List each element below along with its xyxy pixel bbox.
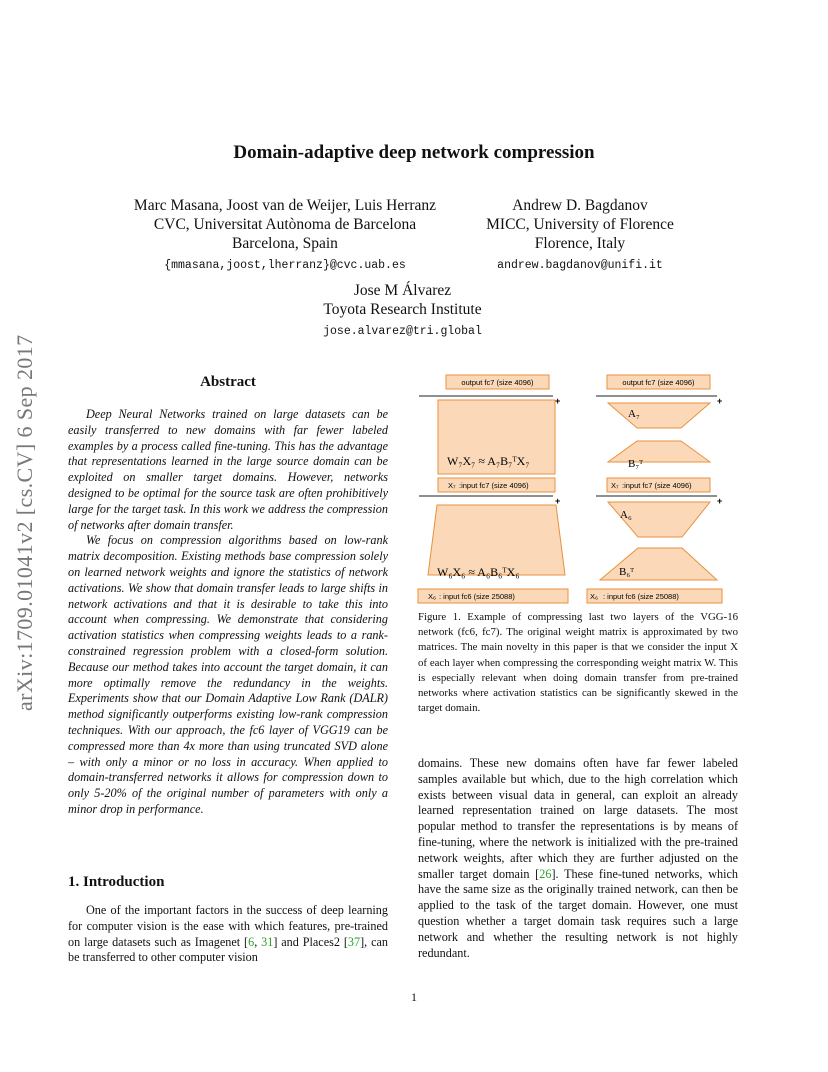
right-input-fc6-symbol: X₆	[590, 592, 599, 601]
left-input-fc6-symbol: X₆	[428, 592, 437, 601]
intro-paragraph-right	[418, 756, 738, 961]
author-email: andrew.bagdanov@unifi.it	[497, 259, 663, 272]
right-output-fc7-label: output fc7 (size 4096)	[622, 378, 695, 387]
author-email: jose.alvarez@tri.global	[323, 325, 482, 338]
left-input-fc6-label: : input fc6 (size 25088)	[439, 592, 515, 601]
right-a7-matrix	[608, 403, 710, 428]
author-names: Jose M Álvarez	[353, 282, 452, 299]
author-group-1	[110, 196, 460, 275]
left-output-fc7-label: output fc7 (size 4096)	[461, 378, 534, 387]
intro-text: ], can be transferred to other computer vision	[68, 934, 388, 965]
abstract-heading: Abstract	[200, 374, 256, 390]
citation-link[interactable]: 6	[248, 934, 255, 949]
right-b6-label: B₆ᵀ	[619, 566, 635, 578]
plus-symbol: +	[555, 396, 561, 406]
intro-paragraph-left	[68, 903, 388, 966]
author-group-3	[280, 281, 525, 341]
right-a6-label: A₆	[620, 509, 632, 521]
author-group-2	[470, 196, 690, 275]
abstract-paragraph-1: Deep Neural Networks trained on large datasets can be easily transferred to new domains with far fewer labeled examples by a process called fine-tuning. This has the advantage that representations learned in the large source domain can be exploited on smaller target domains. However, networks designed to be optimal for the source task are often prohibitively large for the target task. In this work we address the compression of networks after domain transfer.	[68, 407, 388, 532]
figure-1-caption: Figure 1. Example of compressing last two layers of the VGG-16 network (fc6, fc7). The original weight matrix is approximated by two matrices. The main novelty in this paper is that we consider the input X of each layer when compressing the corresponding weight matrix W. This is especially relevant when doing domain transfer from pre-trained networks where activation statistics can be significantly skewed in the target domain.	[418, 611, 738, 715]
intro-text: ] and Places2 [	[273, 934, 348, 949]
author-email: {mmasana,joost,lherranz}@cvc.uab.es	[164, 259, 406, 272]
left-fc6-equation: W₆X₆ ≈ A₆B₆ᵀX₆	[437, 565, 520, 579]
page-number: 1	[411, 990, 417, 1004]
right-b7-matrix	[608, 441, 710, 462]
author-names: Andrew D. Bagdanov	[512, 197, 648, 214]
left-input-fc7-symbol: X₇	[448, 481, 456, 490]
abstract-body	[68, 407, 388, 818]
right-b7-label: B₇ᵀ	[628, 458, 644, 470]
intro-text: One of the important factors in the success of deep learning for computer vision is the ease with which features, pre-trained on large datasets such as Imagenet [	[68, 903, 388, 949]
plus-symbol: +	[717, 396, 723, 406]
citation-link[interactable]: 26	[539, 866, 552, 881]
intro-text: ,	[254, 934, 262, 949]
left-input-fc7-label: :input fc7 (size 4096)	[459, 481, 529, 490]
author-affiliation: CVC, Universitat Autònoma de Barcelona	[153, 216, 417, 233]
right-input-fc7-symbol: X₇	[611, 481, 619, 490]
right-a7-label: A₇	[628, 408, 640, 420]
right-input-fc7-label: :input fc7 (size 4096)	[622, 481, 692, 490]
arxiv-identifier: arXiv:1709.01041v2 [cs.CV] 6 Sep 2017	[12, 334, 37, 712]
author-affiliation: MICC, University of Florence	[486, 216, 674, 233]
plus-symbol: +	[717, 496, 723, 506]
citation-link[interactable]: 31	[261, 934, 274, 949]
citation-link[interactable]: 37	[347, 934, 361, 949]
left-fc7-equation: W₇X₇ ≈ A₇B₇ᵀX₇	[447, 454, 530, 468]
abstract-paragraph-2: We focus on compression algorithms based on low-rank matrix decomposition. Existing methods base compression solely on learned network weights and ignore the statistics of network activations. We show that domain transfer leads to large shifts in network activations and that it is desirable to take this into account when compressing. We demonstrate that considering activation statistics when compressing weights leads to a rank-constrained regression problem with a closed-form solution. Because our method takes into account the target domain, it can more optimally remove the redundancy in the weights. Experiments show that our Domain Adaptive Low Rank (DALR) method significantly outperforms existing low-rank compression techniques. With our approach, the fc6 layer of VGG19 can be compressed more than 4x more than using truncated SVD alone – with only a minor or no loss in accuracy. When applied to domain-transferred networks it allows for compression down to only 5-20% of the original number of parameters with only a minor drop in performance.	[68, 533, 388, 816]
author-location: Barcelona, Spain	[232, 235, 338, 252]
figure-1-diagram	[415, 370, 745, 610]
plus-symbol: +	[555, 496, 561, 506]
right-b6-matrix	[600, 548, 717, 580]
author-affiliation: Toyota Research Institute	[323, 301, 482, 318]
paper-title: Domain-adaptive deep network compression	[233, 142, 595, 163]
author-location: Florence, Italy	[534, 235, 626, 252]
intro-text: ]. These fine-tuned networks, which have the same size as the originally trained network, can then be applied to the task of the target domain. However, one must question whether a target domain task requires such a large network and whether the resulting network is not highly redundant.	[418, 866, 738, 960]
author-names: Marc Masana, Joost van de Weijer, Luis Herranz	[133, 197, 437, 214]
intro-text: domains. These new domains often have far fewer labeled samples available but which, due to the high correlation which exists between visual data in general, can exploit an already learned representation trained on large datasets. The most popular method to transfer the representations is by means of fine-tuning, where the network is initialized with the pre-trained network weights, after which they are further adjusted on the smaller target domain [	[418, 756, 738, 881]
right-input-fc6-label: : input fc6 (size 25088)	[603, 592, 679, 601]
intro-heading: 1. Introduction	[68, 874, 165, 890]
